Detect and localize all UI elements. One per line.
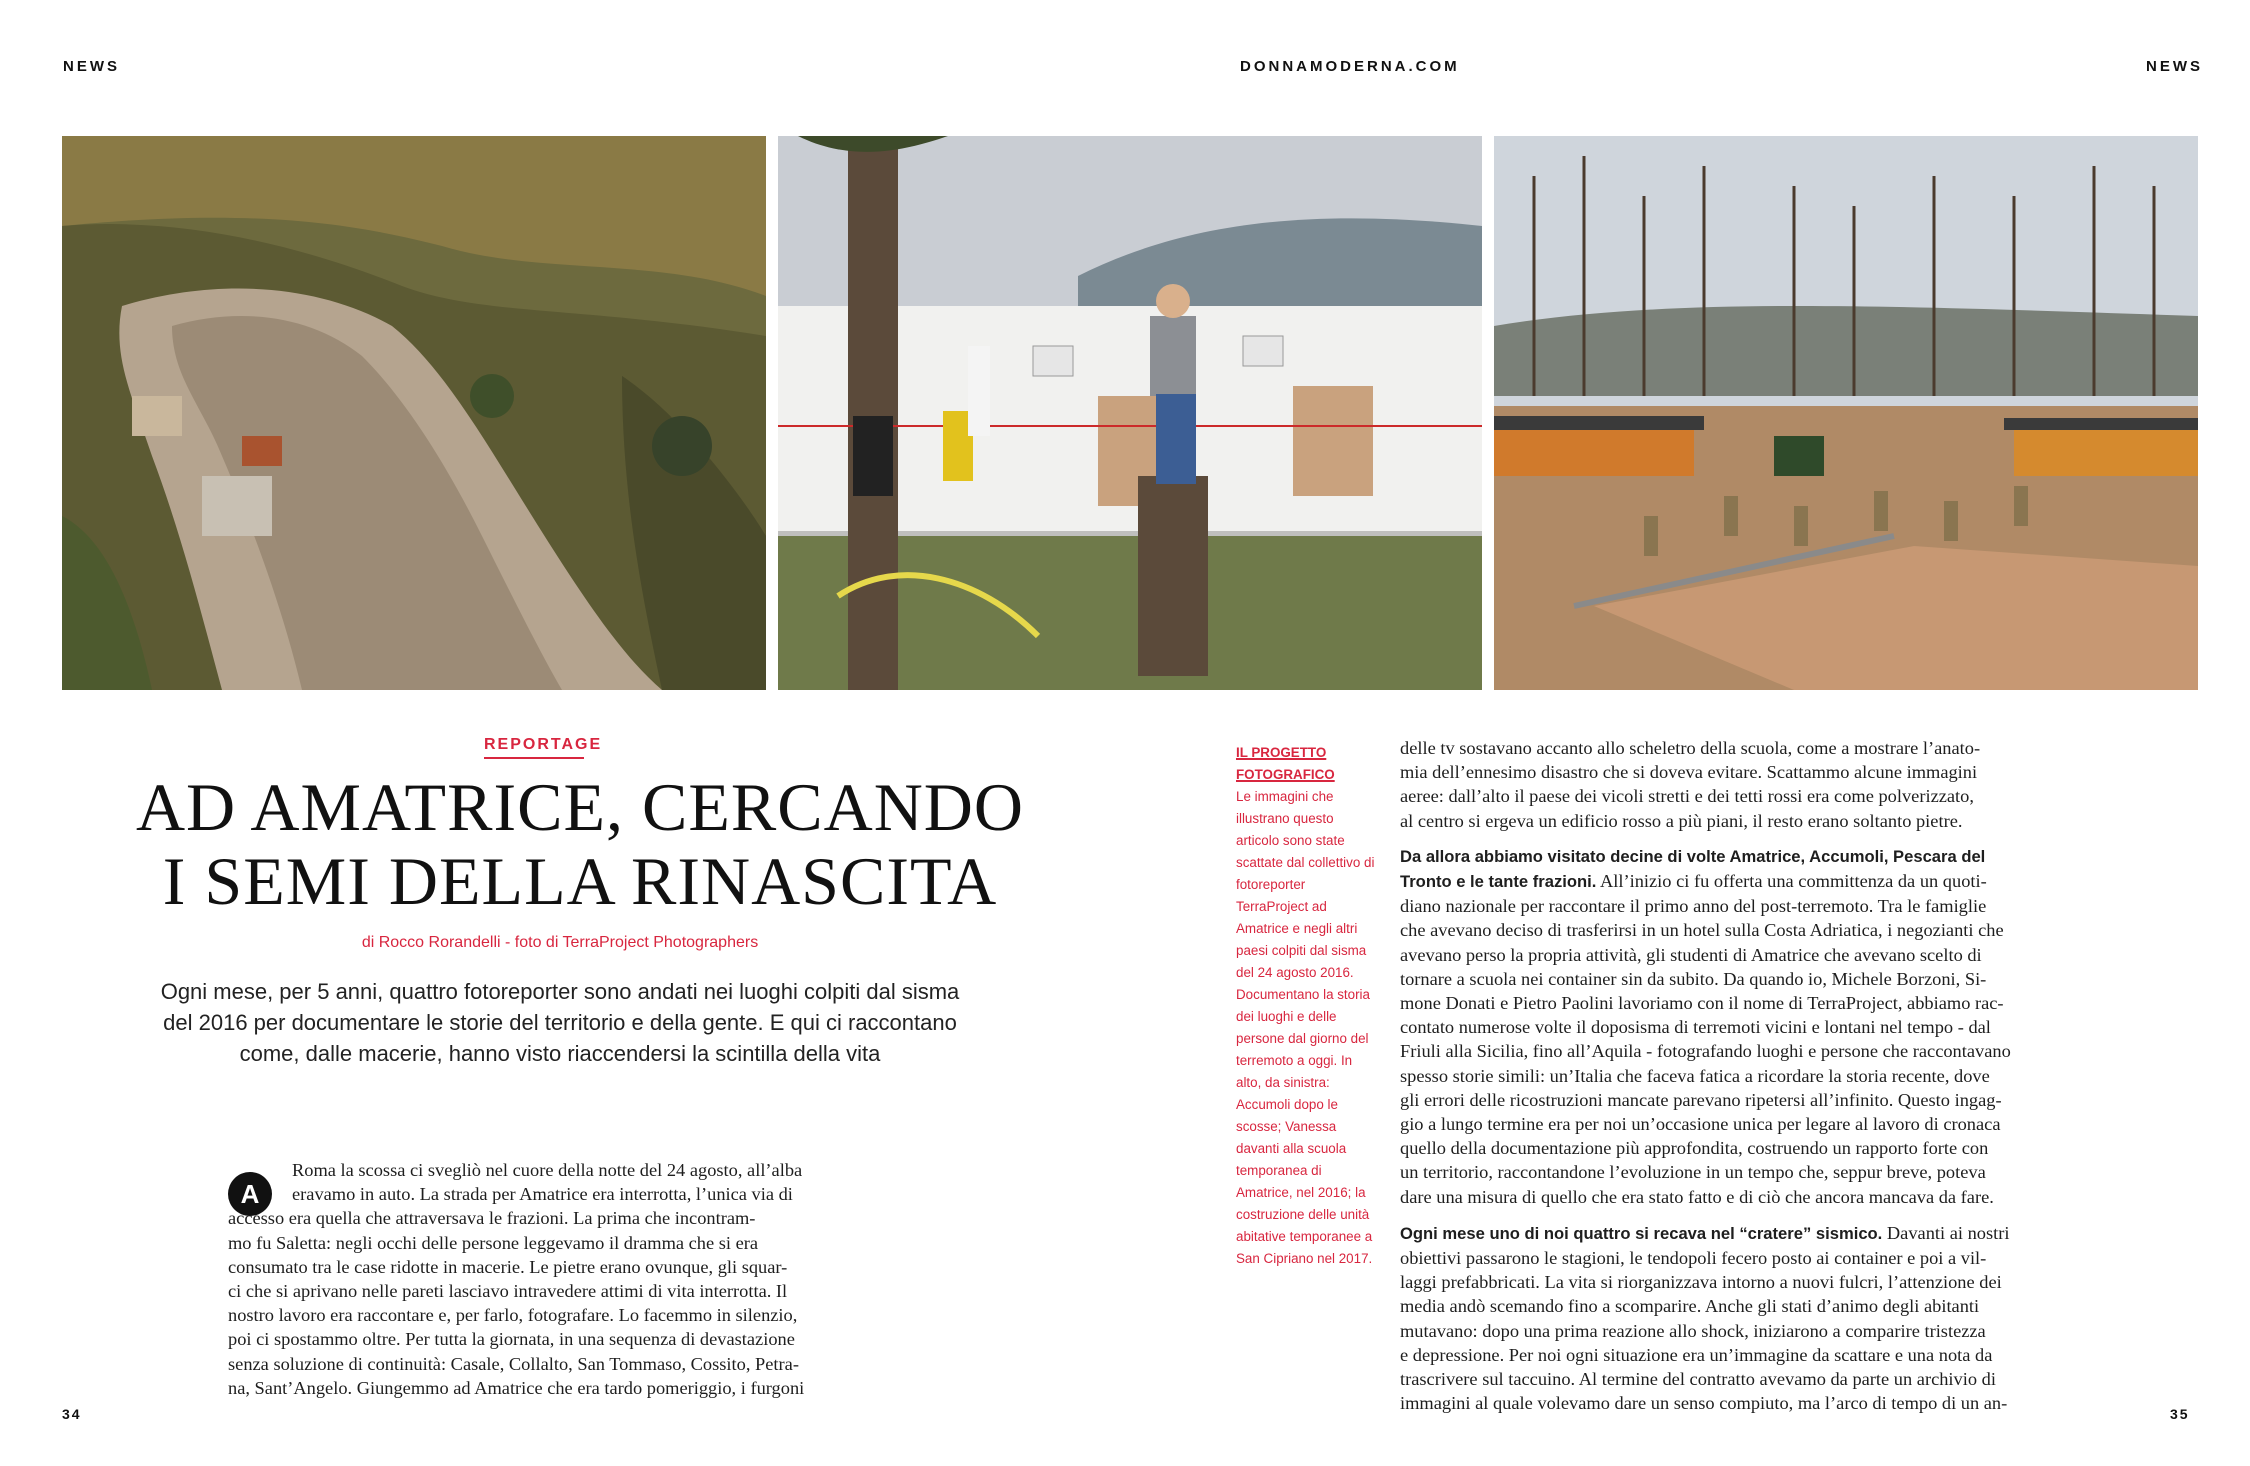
lead-in: Tronto e le tante frazioni. — [1400, 872, 1597, 892]
page-number-left: 34 — [62, 1406, 82, 1422]
body-text: All’inizio ci fu offerta una committenza da un quoti- — [1596, 871, 1987, 892]
body-line: gio a lungo termine era per noi un’occasione unica per legare al lavoro di cronaca — [1400, 1114, 2001, 1135]
site-name: DONNAMODERNA.COM — [1240, 58, 1460, 75]
lead-in: Da allora abbiamo visitato decine di volte Amatrice, Accumoli, Pescara del — [1400, 846, 1986, 866]
kicker-label: REPORTAGE — [484, 736, 584, 759]
body-line: quello della documentazione più approfondita, costruendo un rapporto forte con — [1400, 1138, 1989, 1159]
body-line: obiettivi passarono le stagioni, le tendopoli fecero posto ai container e poi a vil- — [1400, 1248, 1987, 1269]
photographers-name: TerraProject Photographers — [562, 934, 759, 951]
body-line: un territorio, raccontandone l’evoluzione in un tempo che, seppur breve, poteva — [1400, 1162, 1986, 1183]
byline — [200, 934, 920, 952]
body-line: Friuli alla Sicilia, fino all’Aquila - fotografando luoghi e persone che raccontavano — [1400, 1041, 2011, 1062]
body-line: na, Sant’Angelo. Giungemmo ad Amatrice che era tardo pomeriggio, i furgoni — [228, 1377, 805, 1398]
body-text: Davanti ai nostri — [1882, 1222, 2010, 1243]
body-line: aeree: dall’alto il paese dei vicoli stretti e dei tetti rossi era come polverizzato, — [1400, 786, 1974, 807]
body-line: mo fu Saletta: negli occhi delle persone leggevamo il dramma che si era — [228, 1232, 759, 1253]
author-name: Rocco Rorandelli — [378, 934, 501, 951]
body-line: diano nazionale per raccontare il primo anno del post-terremoto. Tra le famiglie — [1400, 896, 1987, 917]
paragraph-2 — [1400, 845, 2040, 1209]
body-line: contato numerose volte il doposisma di terremoti vicini e lontani nel tempo - dal — [1400, 1017, 1991, 1038]
body-line: ci che si aprivano nelle pareti lasciavo intravedere attimi di vita interrotta. Il — [228, 1281, 788, 1302]
body-line: nostro lavoro era raccontare e, per farlo, fotografare. Lo facemmo in silenzio, — [228, 1305, 798, 1326]
photo-soldiers-building-site — [1494, 136, 2198, 690]
body-line: tornare a scuola nei container sin da subito. Da quando io, Michele Borzoni, Si- — [1400, 968, 1987, 989]
body-line: Roma la scossa ci svegliò nel cuore della notte del 24 agosto, all’alba — [292, 1160, 803, 1180]
dropcap: A — [228, 1172, 272, 1216]
body-line: avevano perso la propria attività, gli studenti di Amatrice che avevano scelto di — [1400, 944, 1982, 965]
title-line-1: AD AMATRICE, CERCANDO — [135, 769, 1025, 845]
photo-aerial-village-ruins — [62, 136, 766, 690]
body-line: delle tv sostavano accanto allo scheletro della scuola, come a mostrare l’anato- — [1400, 738, 1981, 758]
article-deck: Ogni mese, per 5 anni, quattro fotoreporter sono andati nei luoghi colpiti dal sisma del 2016 per documentare le storie del territorio e della gente. E qui ci raccontano come, dalle macerie, hanno visto riaccendersi la scintilla della vita — [160, 979, 960, 1066]
body-line: immagini al quale volevamo dare un senso compiuto, ma l’arco di tempo di un an- — [1400, 1393, 2008, 1414]
section-label-right: NEWS — [2146, 58, 2203, 75]
body-line: mutavano: dopo una prima reazione allo shock, iniziarono a comparire tristezza — [1400, 1320, 1986, 1341]
body-line: che avevano deciso di trasferirsi in un hotel sulla Costa Adriatica, i negozianti che — [1400, 920, 2004, 941]
photo-girl-standing-on-stump — [778, 136, 1482, 690]
paragraph-1 — [1400, 736, 2040, 833]
body-line: mia dell’ennesimo disastro che si doveva evitare. Scattammo alcune immagini — [1400, 762, 1978, 783]
body-line: eravamo in auto. La strada per Amatrice era interrotta, l’unica via di — [292, 1184, 793, 1205]
byline-prefix: di — [361, 934, 379, 951]
body-line: mone Donati e Pietro Paolini lavoriamo con il nome di TerraProject, abbiamo rac- — [1400, 993, 2004, 1014]
body-line: laggi prefabbricati. La vita si riorganizzava intorno a nuovi fulcri, l’attenzione dei — [1400, 1272, 2002, 1293]
article-title — [80, 770, 1080, 918]
body-column-2 — [1400, 736, 2040, 1427]
lead-in: Ogni mese uno di noi quattro si recava nel “cratere” sismico. — [1400, 1223, 1883, 1243]
photo-project-sidebar — [1236, 742, 1376, 1270]
paragraph-3 — [1400, 1221, 2040, 1416]
sidebar-label-1: IL PROGETTO — [1236, 745, 1327, 760]
body-line: dare una misura di quello che era stato fatto e di ciò che ancora mancava da fare. — [1400, 1186, 1994, 1207]
body-line: consumato tra le case ridotte in macerie. Le pietre erano ovunque, gli squar- — [228, 1256, 788, 1277]
body-line: accesso era quella che attraversava le frazioni. La prima che incontram- — [228, 1208, 756, 1229]
sidebar-text: Le immagini che illustrano questo articolo sono state scattate dal collettivo di fotoreporter TerraProject ad Amatrice e negli altri paesi colpiti dal sisma del 24 agosto 2016. Documentano la storia dei luoghi e delle persone dal giorno del terremoto a oggi. In alto, da sinistra: Accumoli dopo le scosse; Vanessa davanti alla scuola temporanea di Amatrice, nel 2016; la costruzione delle unità abitative temporanee a San Cipriano nel 2017. — [1236, 789, 1375, 1266]
body-line: media andò scemando fino a scomparire. Anche gli stati d’animo degli abitanti — [1400, 1296, 1980, 1317]
byline-mid: - foto di — [500, 934, 563, 951]
body-line: spesso storie simili: un’Italia che faceva fatica a ricordare la storia recente, dove — [1400, 1065, 1990, 1086]
body-line: poi ci spostammo oltre. Per tutta la giornata, in una sequenza di devastazione — [228, 1329, 795, 1350]
body-line: gli errori delle ricostruzioni mancate parevano ripetersi all’infinito. Questo ingag- — [1400, 1089, 2002, 1110]
section-label-left: NEWS — [63, 58, 120, 75]
body-column-1 — [228, 1158, 856, 1400]
body-line: al centro si ergeva un edificio rosso a più piani, il resto erano soltanto pietre. — [1400, 810, 1963, 831]
sidebar-label-2: FOTOGRAFICO — [1236, 767, 1335, 782]
page-number-right: 35 — [2170, 1406, 2190, 1422]
title-line-2: I SEMI DELLA RINASCITA — [162, 843, 998, 919]
body-line: trascrivere sul taccuino. Al termine del contratto avevamo da parte un archivio di — [1400, 1369, 1996, 1390]
body-line: senza soluzione di continuità: Casale, Collalto, San Tommaso, Cossito, Petra- — [228, 1353, 799, 1374]
body-line: e depressione. Per noi ogni situazione era un’immagine da scattare e una nota da — [1400, 1344, 1993, 1365]
